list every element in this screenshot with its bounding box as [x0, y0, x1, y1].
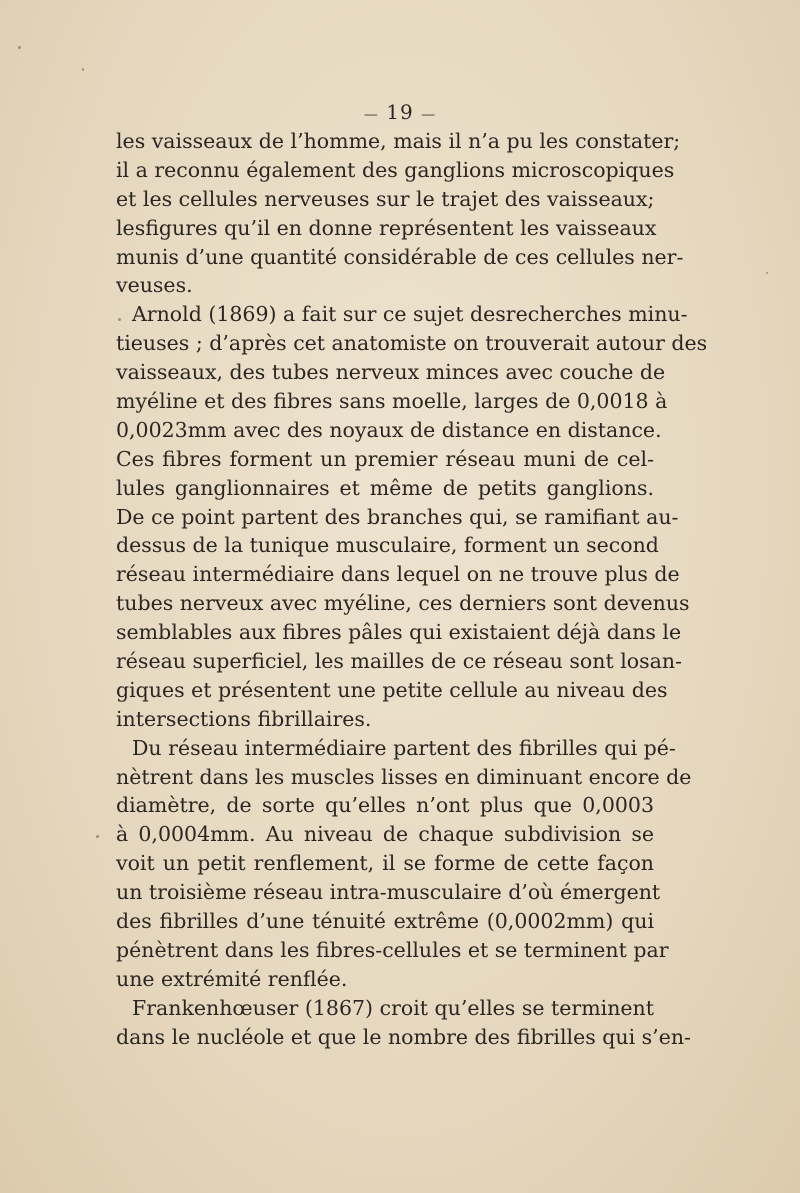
paper-speck: [82, 68, 84, 71]
text-line: intersections fibrillaires.: [116, 706, 372, 731]
text-line: De ce point partent des branches qui, se ramifiant au-: [116, 504, 679, 529]
text-line: à 0,0004mm. Au niveau de chaque subdivision se: [116, 822, 654, 847]
body-text: [116, 127, 708, 1052]
text-line: semblables aux fibres pâles qui existaient déjà dans le: [116, 620, 682, 645]
text-line: Ces fibres forment un premier réseau muni de cel-: [116, 446, 654, 471]
text-line: lules ganglionnaires et même de petits ganglions.: [116, 475, 654, 500]
text-line: une extrémité renflée.: [116, 966, 348, 991]
text-line: un troisième réseau intra-musculaire d’où émergent: [116, 880, 661, 905]
text-line: dans le nucléole et que le nombre des fibrilles qui s’en-: [116, 1024, 691, 1049]
text-line: Arnold (1869) a fait sur ce sujet desrecherches minu-: [132, 302, 688, 327]
text-line: munis d’une quantité considérable de ces cellules ner-: [116, 244, 684, 269]
text-line: des fibrilles d’une ténuité extrême (0,0002mm) qui: [116, 909, 654, 934]
text-line: dessus de la tunique musculaire, forment un second: [116, 533, 659, 558]
text-line: lesfigures qu’il en donne représentent les vaisseaux: [116, 215, 657, 240]
folio-dash-left: —: [363, 107, 379, 123]
text-line: et les cellules nerveuses sur le trajet des vaisseaux;: [116, 186, 655, 211]
text-line: il a reconnu également des ganglions microscopiques: [116, 157, 675, 182]
text-line: réseau superficiel, les mailles de ce réseau sont losan-: [116, 649, 682, 674]
page-header: [0, 100, 800, 124]
text-line: pénètrent dans les fibres-cellules et se terminent par: [116, 937, 669, 962]
text-line: vaisseaux, des tubes nerveux minces avec couche de: [116, 360, 666, 385]
text-line: réseau intermédiaire dans lequel on ne trouve plus de: [116, 562, 680, 587]
text-line: giques et présentent une petite cellule au niveau des: [116, 677, 668, 702]
text-line: tieuses ; d’après cet anatomiste on trouverait autour des: [116, 331, 708, 356]
text-line: veuses.: [116, 273, 193, 298]
text-line: les vaisseaux de l’homme, mais il n’a pu les constater;: [116, 129, 681, 153]
paper-speck: [18, 46, 21, 49]
text-line: Du réseau intermédiaire partent des fibrilles qui pé-: [132, 735, 676, 760]
page-number: 19: [386, 100, 414, 124]
folio-dash-right: —: [421, 107, 437, 123]
text-line: voit un petit renflement, il se forme de cette façon: [116, 851, 654, 876]
paper-speck: [766, 272, 768, 274]
paper-speck: [96, 835, 99, 838]
text-line: Frankenhœuser (1867) croit qu’elles se terminent: [132, 995, 654, 1020]
text-line: myéline et des fibres sans moelle, larges de 0,0018 à: [116, 389, 668, 414]
text-line: 0,0023mm avec des noyaux de distance en distance.: [116, 417, 662, 442]
text-line: diamètre, de sorte qu’elles n’ont plus que 0,0003: [116, 793, 654, 818]
paper-speck: [118, 318, 121, 321]
text-line: nètrent dans les muscles lisses en diminuant encore de: [116, 764, 692, 789]
text-line: tubes nerveux avec myéline, ces derniers sont devenus: [116, 591, 690, 616]
